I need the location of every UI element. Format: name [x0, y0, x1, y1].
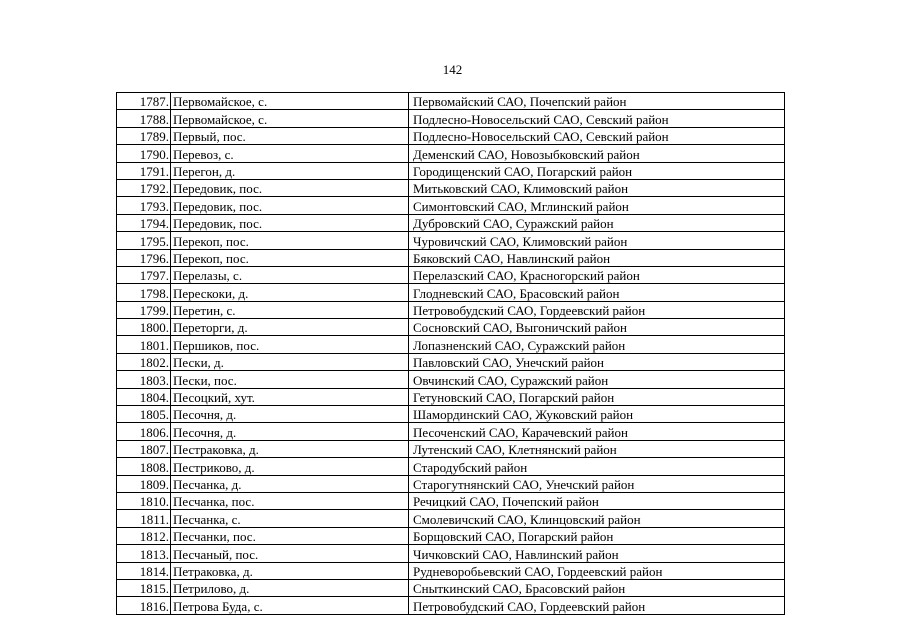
settlement-name-cell: Пестраковка, д. [171, 440, 409, 457]
row-number-cell: 1787. [117, 93, 171, 110]
row-number-cell: 1811. [117, 510, 171, 527]
table-row [117, 527, 785, 544]
settlement-name-cell: Пестриково, д. [171, 458, 409, 475]
settlement-name-cell: Песочня, д. [171, 423, 409, 440]
administrative-area-cell: Лутенский САО, Клетнянский район [409, 440, 785, 457]
row-number-cell: 1788. [117, 110, 171, 127]
settlement-name-cell: Песчаный, пос. [171, 545, 409, 562]
table-row [117, 266, 785, 283]
administrative-area-cell: Подлесно-Новосельский САО, Севский район [409, 127, 785, 144]
settlement-name-cell: Перегон, д. [171, 162, 409, 179]
table-row [117, 388, 785, 405]
settlement-name-cell: Песоцкий, хут. [171, 388, 409, 405]
table-row [117, 406, 785, 423]
row-number-cell: 1804. [117, 388, 171, 405]
table-row [117, 110, 785, 127]
settlement-name-cell: Песчанка, д. [171, 475, 409, 492]
row-number-cell: 1791. [117, 162, 171, 179]
row-number-cell: 1816. [117, 597, 171, 614]
administrative-area-cell: Петровобудский САО, Гордеевский район [409, 301, 785, 318]
table-row [117, 284, 785, 301]
row-number-cell: 1794. [117, 214, 171, 231]
row-number-cell: 1797. [117, 266, 171, 283]
administrative-area-cell: Первомайский САО, Почепский район [409, 93, 785, 110]
table-row [117, 545, 785, 562]
administrative-area-cell: Старогутнянский САО, Унечский район [409, 475, 785, 492]
table-row [117, 179, 785, 196]
row-number-cell: 1815. [117, 579, 171, 596]
table-row [117, 440, 785, 457]
settlement-name-cell: Перетин, с. [171, 301, 409, 318]
settlement-name-cell: Перекоп, пос. [171, 249, 409, 266]
settlement-name-cell: Переторги, д. [171, 319, 409, 336]
administrative-area-cell: Лопазненский САО, Суражский район [409, 336, 785, 353]
settlement-name-cell: Пески, пос. [171, 371, 409, 388]
row-number-cell: 1790. [117, 145, 171, 162]
table-row [117, 423, 785, 440]
table-row [117, 597, 785, 614]
table-row [117, 214, 785, 231]
settlement-name-cell: Песчанка, пос. [171, 492, 409, 509]
table-row [117, 579, 785, 596]
settlement-name-cell: Первомайское, с. [171, 93, 409, 110]
row-number-cell: 1803. [117, 371, 171, 388]
row-number-cell: 1813. [117, 545, 171, 562]
row-number-cell: 1801. [117, 336, 171, 353]
administrative-area-cell: Речицкий САО, Почепский район [409, 492, 785, 509]
settlement-name-cell: Передовик, пос. [171, 214, 409, 231]
table-row [117, 475, 785, 492]
table-row [117, 336, 785, 353]
table-row [117, 197, 785, 214]
settlement-name-cell: Петрова Буда, с. [171, 597, 409, 614]
row-number-cell: 1789. [117, 127, 171, 144]
administrative-area-cell: Перелазский САО, Красногорский район [409, 266, 785, 283]
table-row [117, 353, 785, 370]
table-row [117, 249, 785, 266]
table-row [117, 301, 785, 318]
administrative-area-cell: Подлесно-Новосельский САО, Севский район [409, 110, 785, 127]
settlement-name-cell: Першиков, пос. [171, 336, 409, 353]
administrative-area-cell: Городищенский САО, Погарский район [409, 162, 785, 179]
settlement-name-cell: Перелазы, с. [171, 266, 409, 283]
row-number-cell: 1800. [117, 319, 171, 336]
row-number-cell: 1795. [117, 232, 171, 249]
row-number-cell: 1799. [117, 301, 171, 318]
table-row [117, 127, 785, 144]
table-row [117, 232, 785, 249]
administrative-area-cell: Симонтовский САО, Мглинский район [409, 197, 785, 214]
row-number-cell: 1808. [117, 458, 171, 475]
settlements-table-body [117, 93, 785, 615]
row-number-cell: 1807. [117, 440, 171, 457]
table-row [117, 371, 785, 388]
administrative-area-cell: Шамординский САО, Жуковский район [409, 406, 785, 423]
table-row [117, 510, 785, 527]
administrative-area-cell: Рудневоробьевский САО, Гордеевский район [409, 562, 785, 579]
administrative-area-cell: Митьковский САО, Климовский район [409, 179, 785, 196]
row-number-cell: 1805. [117, 406, 171, 423]
settlement-name-cell: Передовик, пос. [171, 197, 409, 214]
settlement-name-cell: Перевоз, с. [171, 145, 409, 162]
table-row [117, 492, 785, 509]
row-number-cell: 1806. [117, 423, 171, 440]
administrative-area-cell: Песоченский САО, Карачевский район [409, 423, 785, 440]
administrative-area-cell: Глодневский САО, Брасовский район [409, 284, 785, 301]
row-number-cell: 1812. [117, 527, 171, 544]
row-number-cell: 1793. [117, 197, 171, 214]
administrative-area-cell: Чуровичский САО, Климовский район [409, 232, 785, 249]
administrative-area-cell: Бяковский САО, Навлинский район [409, 249, 785, 266]
row-number-cell: 1814. [117, 562, 171, 579]
administrative-area-cell: Дубровский САО, Суражский район [409, 214, 785, 231]
administrative-area-cell: Борщовский САО, Погарский район [409, 527, 785, 544]
administrative-area-cell: Сосновский САО, Выгоничский район [409, 319, 785, 336]
administrative-area-cell: Овчинский САО, Суражский район [409, 371, 785, 388]
settlement-name-cell: Петраковка, д. [171, 562, 409, 579]
settlement-name-cell: Песчанки, пос. [171, 527, 409, 544]
settlement-name-cell: Песчанка, с. [171, 510, 409, 527]
row-number-cell: 1796. [117, 249, 171, 266]
settlement-name-cell: Песочня, д. [171, 406, 409, 423]
settlement-name-cell: Первомайское, с. [171, 110, 409, 127]
administrative-area-cell: Павловский САО, Унечский район [409, 353, 785, 370]
settlement-name-cell: Передовик, пос. [171, 179, 409, 196]
row-number-cell: 1798. [117, 284, 171, 301]
settlement-name-cell: Пески, д. [171, 353, 409, 370]
administrative-area-cell: Сныткинский САО, Брасовский район [409, 579, 785, 596]
table-row [117, 145, 785, 162]
row-number-cell: 1810. [117, 492, 171, 509]
settlement-name-cell: Первый, пос. [171, 127, 409, 144]
page-number: 142 [442, 62, 463, 77]
administrative-area-cell: Гетуновский САО, Погарский район [409, 388, 785, 405]
administrative-area-cell: Стародубский район [409, 458, 785, 475]
administrative-area-cell: Смолевичский САО, Клинцовский район [409, 510, 785, 527]
row-number-cell: 1792. [117, 179, 171, 196]
table-row [117, 562, 785, 579]
administrative-area-cell: Чичковский САО, Навлинский район [409, 545, 785, 562]
row-number-cell: 1802. [117, 353, 171, 370]
row-number-cell: 1809. [117, 475, 171, 492]
table-row [117, 93, 785, 110]
administrative-area-cell: Петровобудский САО, Гордеевский район [409, 597, 785, 614]
settlements-table [116, 92, 785, 615]
settlement-name-cell: Петрилово, д. [171, 579, 409, 596]
table-row [117, 458, 785, 475]
table-row [117, 319, 785, 336]
administrative-area-cell: Деменский САО, Новозыбковский район [409, 145, 785, 162]
settlement-name-cell: Перекоп, пос. [171, 232, 409, 249]
settlement-name-cell: Перескоки, д. [171, 284, 409, 301]
table-row [117, 162, 785, 179]
